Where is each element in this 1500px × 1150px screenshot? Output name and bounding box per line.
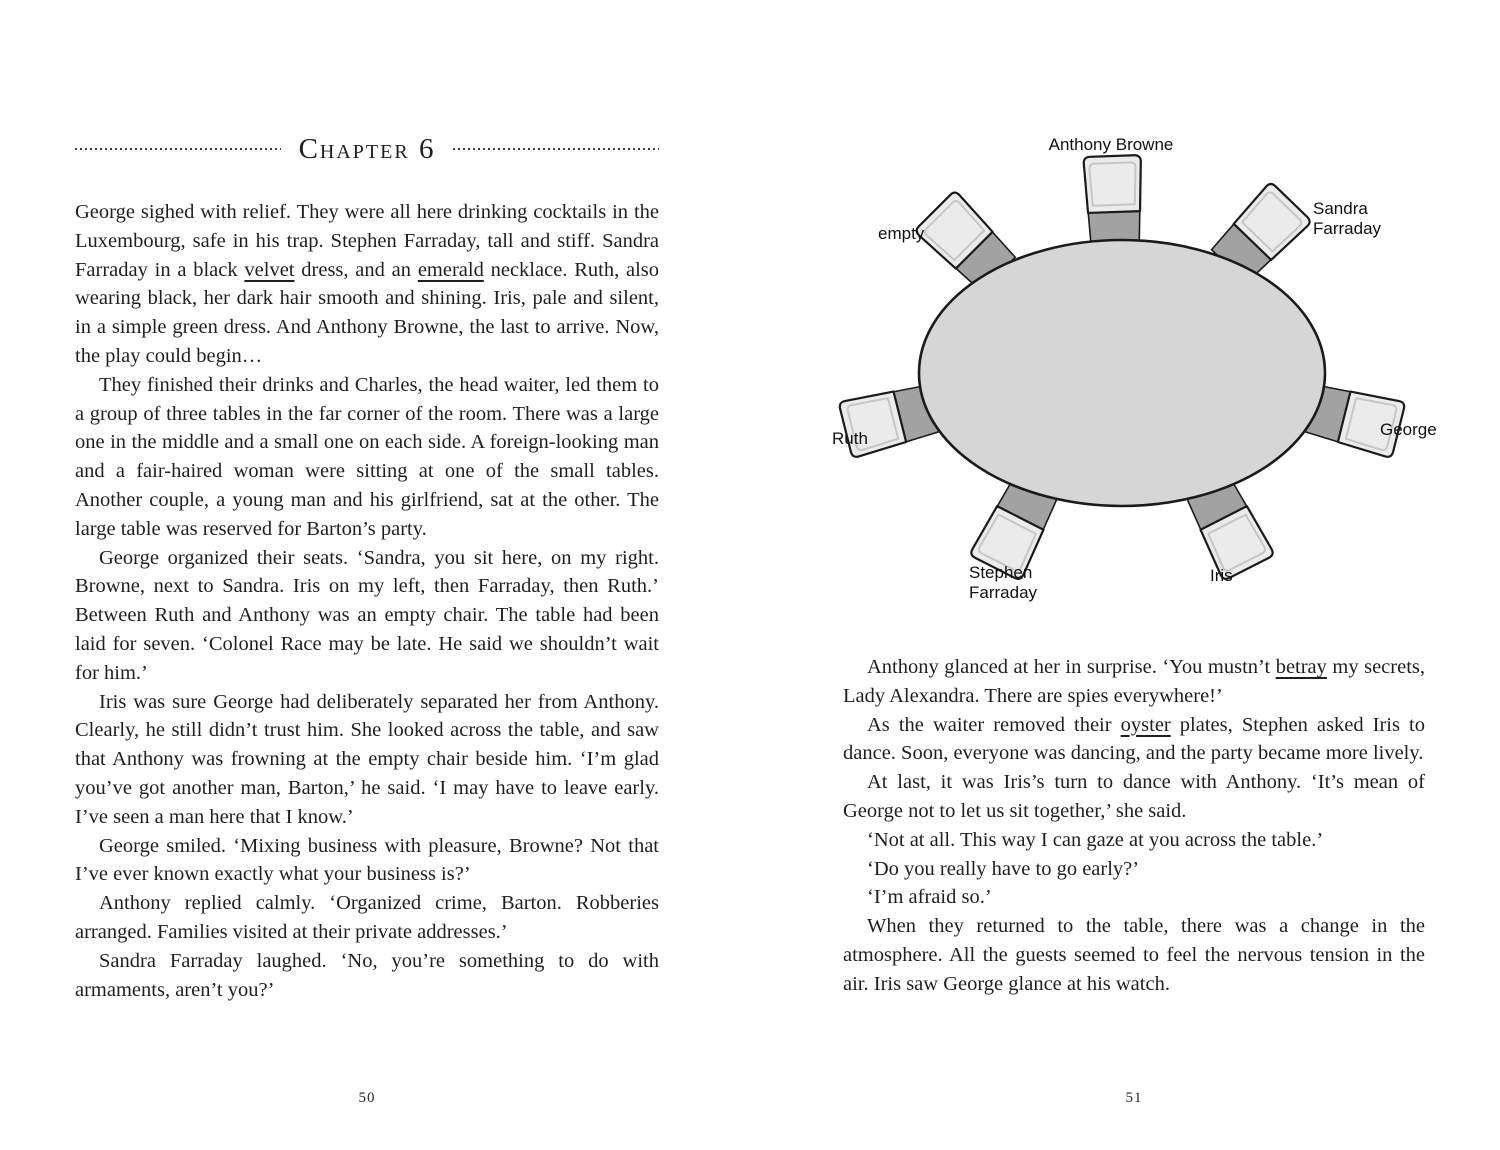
paragraph xyxy=(75,688,659,832)
paragraph xyxy=(75,947,659,1005)
chapter-title: Chapter 6 xyxy=(298,133,436,165)
text-segment: Iris was sure George had deliberately separated her from Anthony. Clearly, he still didn’t trust him. She looked across the table, and saw that Anthony was frowning at the empty chair beside him. ‘I’m glad you’ve got another man, Barton,’ he said. ‘I may have to leave early. I’ve seen a man here that I know.’ xyxy=(75,690,659,828)
paragraph xyxy=(843,855,1425,884)
dotted-rule-left xyxy=(75,148,281,150)
chapter-heading xyxy=(75,132,659,166)
paragraph xyxy=(843,653,1425,711)
seat-label-anthony-browne: Anthony Browne xyxy=(1048,135,1174,154)
text-segment: George sighed with relief. They were all here drinking cocktails in the Luxembourg, safe in his trap. Stephen Farraday, tall and stiff. Sandra Farraday in a black xyxy=(75,201,659,281)
page-left xyxy=(75,132,659,1004)
paragraph xyxy=(75,889,659,947)
text-segment: my secrets, Lady Alexandra. There are spies everywhere!’ xyxy=(843,656,1425,707)
text-segment: Anthony glanced at her in surprise. ‘You mustn’t xyxy=(867,656,1276,678)
text-segment: ‘I’m afraid so.’ xyxy=(867,886,992,909)
left-page-text xyxy=(75,198,659,1004)
seat-label-stephen-farraday: Stephen Farraday xyxy=(969,563,1038,602)
paragraph xyxy=(75,544,659,688)
text-segment: George organized their seats. ‘Sandra, you sit here, on my right. Browne, next to Sandra. Iris on my left, then Farraday, then Ruth.’ Between Ruth and Anthony was an empty chair. The table had been laid for seven. ‘Colonel Race may be late. He said we shouldn’t wait for him.’ xyxy=(75,546,659,684)
text-segment: Sandra Farraday laughed. ‘No, you’re something to do with armaments, aren’t you?’ xyxy=(75,949,659,1001)
page-number-left: 50 xyxy=(358,1090,376,1106)
glossary-word: oyster xyxy=(1120,713,1171,736)
table-diagram-graphic xyxy=(810,118,1450,628)
dining-table xyxy=(919,240,1325,506)
glossary-word: velvet xyxy=(244,258,295,281)
dotted-rule-right xyxy=(453,148,659,150)
seat-label-george: George xyxy=(1380,420,1437,439)
text-segment: necklace. Ruth, also wearing black, her dark hair smooth and shining. Iris, pale and silent, in a simple green dress. And Anthony Browne, the last to arrive. Now, the play could begin… xyxy=(75,258,659,367)
seat-label-sandra-farraday: Sandra Farraday xyxy=(1313,199,1382,238)
chair-anthony-browne xyxy=(1084,155,1144,247)
text-segment: Anthony replied calmly. ‘Organized crime, Barton. Robberies arranged. Families visited at their private addresses.’ xyxy=(75,892,659,943)
paragraph xyxy=(843,883,1425,912)
seat-label-empty: empty xyxy=(878,224,925,243)
paragraph xyxy=(843,912,1425,998)
right-page-text xyxy=(843,653,1425,999)
text-segment: When they returned to the table, there was a change in the atmosphere. All the guests seemed to feel the nervous tension in the air. Iris saw George glance at his watch. xyxy=(843,915,1425,995)
text-segment: They finished their drinks and Charles, the head waiter, led them to a group of three tables in the far corner of the room. There was a large one in the middle and a small one on each side. A foreign-looking man and a fair-haired woman were sitting at one of the small tables. Another couple, a young man and his girlfriend, sat at the other. The large table was reserved for Barton’s party. xyxy=(75,373,659,540)
seat-label-iris: Iris xyxy=(1210,566,1233,585)
text-segment: At last, it was Iris’s turn to dance with Anthony. ‘It’s mean of George not to let us sit together,’ she said. xyxy=(843,771,1425,822)
paragraph xyxy=(843,768,1425,826)
paragraph xyxy=(75,371,659,544)
glossary-word: betray xyxy=(1275,656,1327,678)
paragraph xyxy=(843,826,1425,855)
page-number-right: 51 xyxy=(1125,1090,1143,1106)
text-segment: dress, and an xyxy=(294,258,418,281)
text-segment: As the waiter removed their xyxy=(867,713,1121,736)
seating-diagram xyxy=(810,118,1450,628)
paragraph xyxy=(843,711,1425,769)
glossary-word: emerald xyxy=(417,258,484,281)
paragraph xyxy=(75,832,659,890)
text-segment: plates, Stephen asked Iris to dance. Soon, everyone was dancing, and the party became more lively. xyxy=(843,713,1425,765)
paragraph xyxy=(75,198,659,371)
text-segment: ‘Do you really have to go early?’ xyxy=(867,857,1140,880)
seat-label-ruth: Ruth xyxy=(832,429,868,448)
text-segment: ‘Not at all. This way I can gaze at you across the table.’ xyxy=(867,828,1324,851)
text-segment: George smiled. ‘Mixing business with pleasure, Browne? Not that I’ve ever known exactly what your business is?’ xyxy=(75,834,659,886)
